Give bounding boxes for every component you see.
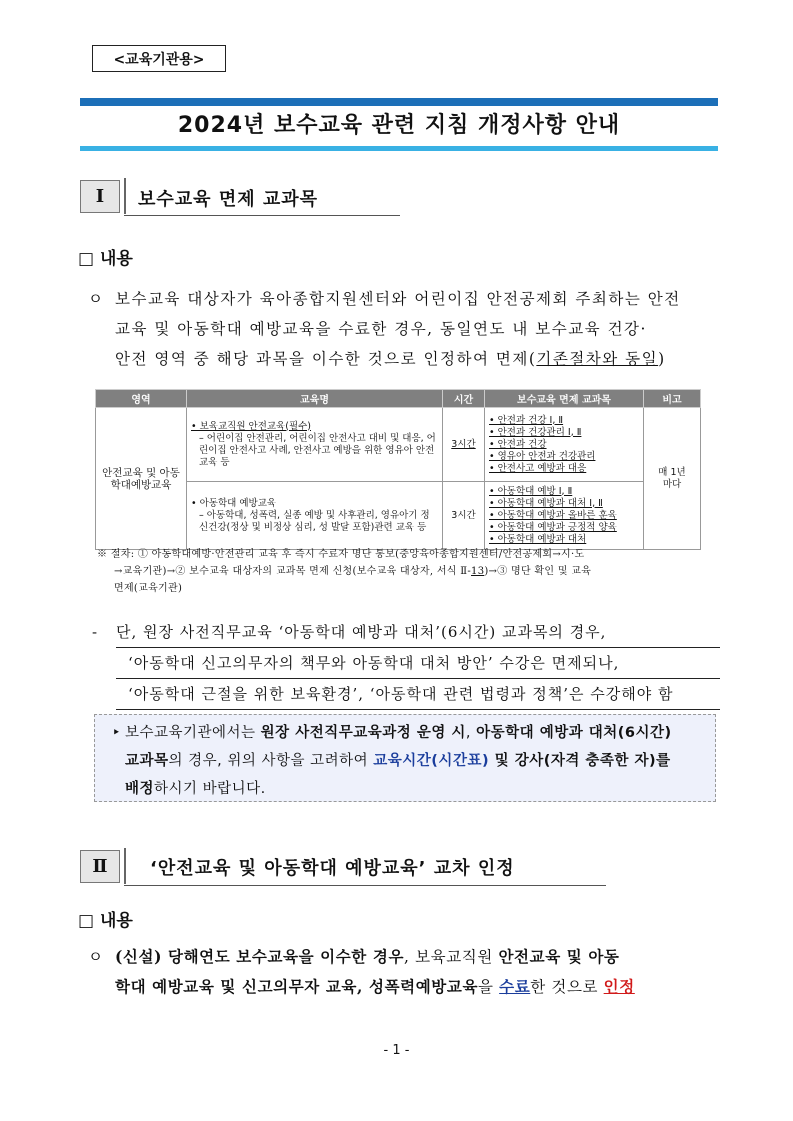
dash-line-3: ‘아동학대 근절을 위한 보육환경’, ‘아동학대 관련 법령과 정책’은 수강해야 함 — [116, 679, 720, 710]
s2-part: 인정 — [603, 977, 635, 996]
subject-item: • 영유아 안전과 건강관리 — [489, 450, 596, 462]
s2-part: 을 — [478, 978, 500, 996]
section-2-content-heading: □ 내용 — [78, 911, 133, 931]
para-line-3-b: 기존절차와 동일 — [536, 350, 659, 368]
info-part: 원장 사전직무교육과정 운영 시 — [260, 725, 466, 741]
section-1-paragraph — [115, 284, 720, 374]
subject-item: • 안전사고 예방과 대응 — [489, 462, 587, 474]
section-1-underline — [124, 215, 400, 216]
info-part: 및 — [489, 753, 515, 769]
note-text: 매 1년마다 — [658, 466, 686, 490]
cell-subjects-2 — [485, 482, 644, 550]
info-line-3 — [125, 775, 711, 803]
dash-paragraph — [116, 617, 720, 710]
section-1-divider — [124, 178, 126, 214]
section-1-title: 보수교육 면제 교과목 — [138, 189, 319, 210]
page-title: 2024년 보수교육 관련 지침 개정사항 안내 — [177, 113, 621, 138]
info-text — [125, 719, 711, 803]
para-line-1: 보수교육 대상자가 육아종합지원센터와 어린이집 안전공제회 주최하는 안전 — [115, 290, 681, 308]
dash-marker: - — [92, 623, 99, 641]
info-part: , — [465, 725, 477, 741]
para-line-2: 교육 및 아동학대 예방교육을 수료한 경우, 동일연도 내 보수교육 건강· — [115, 320, 647, 338]
info-arrow: ‣ — [112, 725, 122, 741]
info-part: 보수교육기관에서는 — [125, 725, 261, 741]
table-row — [96, 482, 701, 550]
header-note: 비고 — [644, 390, 701, 408]
title-bar-top — [80, 98, 718, 106]
s2-line-1 — [115, 942, 723, 972]
table-header-row — [96, 390, 701, 408]
footnote-line-3: 면제(교육기관) — [114, 583, 183, 594]
cell-area: 안전교육 및 아동학대예방교육 — [96, 408, 187, 550]
info-part: 의 경우, 위의 사항을 고려하여 — [168, 753, 374, 769]
subject-item: • 아동학대 예방과 긍정적 양육 — [489, 521, 617, 533]
form-number-link[interactable]: 13 — [471, 566, 485, 577]
section-2-number: Ⅱ — [80, 850, 120, 883]
page-number: - 1 - — [383, 1043, 410, 1058]
info-part: 아동학대 예방과 대처(6시간) — [476, 725, 672, 741]
info-line-2 — [125, 747, 711, 775]
s2-part: 학대 예방교육 및 신고의무자 교육, 성폭력예방교육 — [115, 977, 479, 996]
table-row — [96, 408, 701, 482]
subject-item: • 아동학대 예방 Ⅰ, Ⅱ — [489, 485, 573, 497]
section-2-divider — [124, 848, 126, 884]
section-1-bullet: ㅇ — [88, 290, 105, 308]
dash-line-2: ‘아동학대 신고의무자의 책무와 아동학대 대처 방안’ 수강은 면제되나, — [116, 648, 720, 679]
s2-line-2 — [115, 972, 723, 1002]
course-2-desc: – 아동학대, 성폭력, 실종 예방 및 사후관리, 영유아기 정신건강(정상 및 비정상 심리, 성 발달 포함)관련 교육 등 — [199, 509, 430, 533]
info-part: 교육시간(시간표) — [373, 753, 490, 769]
footnote-line-1: ※ 절차: ① 아동학대예방·안전관리 교육 후 즉시 수료자 명단 통보(중앙육아종합지원센터/안전공제회→시·도 — [97, 549, 585, 560]
cell-course-2 — [187, 482, 443, 550]
cell-subjects-1 — [485, 408, 644, 482]
footnote-line-2-a: →교육기관)→② 보수교육 대상자의 교과목 면제 신청(보수교육 대상자, 서식 Ⅱ- — [114, 566, 472, 577]
section-2-underline — [124, 885, 606, 886]
procedure-footnote — [97, 546, 717, 597]
info-part: 를 — [656, 753, 671, 769]
cell-time-1: 3시간 — [443, 408, 485, 482]
header-subjects: 보수교육 면제 교과목 — [485, 390, 644, 408]
info-part: 강사(자격 충족한 자) — [514, 753, 657, 769]
info-part: 배정 — [125, 781, 155, 797]
s2-part: 안전교육 및 아동 — [498, 947, 620, 966]
cell-time-2: 3시간 — [443, 482, 485, 550]
info-line-1 — [125, 719, 711, 747]
title-bar-bottom — [80, 146, 718, 151]
info-box — [94, 714, 716, 802]
info-part: 교과목 — [125, 753, 169, 769]
para-line-3-c: ) — [658, 350, 666, 368]
subject-item: • 아동학대 예방과 대처 — [489, 533, 587, 545]
cell-course-1 — [187, 408, 443, 482]
course-1-title: • 보육교직원 안전교육(필수) — [191, 420, 312, 432]
subject-item: • 아동학대 예방과 대처 Ⅰ, Ⅱ — [489, 497, 603, 509]
header-time: 시간 — [443, 390, 485, 408]
s2-part: , 보육교직원 — [404, 948, 499, 966]
course-1-desc: – 어린이집 안전관리, 어린이집 안전사고 대비 및 대응, 어린이집 안전사고 사례, 안전사고 예방을 위한 영유아 안전교육 등 — [199, 432, 436, 468]
para-line-3 — [115, 344, 720, 374]
s2-part: 수료 — [499, 977, 531, 996]
exemption-table — [95, 389, 701, 550]
subject-item: • 안전과 건강관리 Ⅰ, Ⅱ — [489, 426, 582, 438]
footnote-line-2 — [97, 563, 717, 580]
s2-part: 한 것으로 — [530, 978, 604, 996]
section-1-content-heading: □ 내용 — [78, 249, 133, 269]
para-line-3-a: 안전 영역 중 해당 과목을 이수한 것으로 인정하여 면제( — [115, 350, 537, 368]
section-2-bullet: ㅇ — [88, 948, 105, 966]
section-1-number: I — [80, 180, 120, 213]
header-area: 영역 — [96, 390, 187, 408]
audience-tag: <교육기관용> — [92, 45, 226, 72]
subject-item: • 안전과 건강 Ⅰ, Ⅱ — [489, 414, 564, 426]
cell-note — [644, 408, 701, 550]
dash-line-1: 단, 원장 사전직무교육 ‘아동학대 예방과 대처’(6시간) 교과목의 경우, — [116, 617, 720, 648]
section-2-title: ‘안전교육 및 아동학대 예방교육’ 교차 인정 — [150, 858, 515, 879]
section-2-paragraph — [115, 942, 723, 1002]
s2-part: (신설) 당해연도 보수교육을 이수한 경우 — [115, 947, 405, 966]
header-course: 교육명 — [187, 390, 443, 408]
course-2-title: • 아동학대 예방교육 — [191, 497, 277, 509]
footnote-line-2-c: )→③ 명단 확인 및 교육 — [484, 566, 592, 577]
subject-item: • 안전과 건강 — [489, 438, 547, 450]
info-part: 하시기 바랍니다. — [154, 781, 266, 797]
subject-item: • 아동학대 예방과 올바른 훈육 — [489, 509, 617, 521]
